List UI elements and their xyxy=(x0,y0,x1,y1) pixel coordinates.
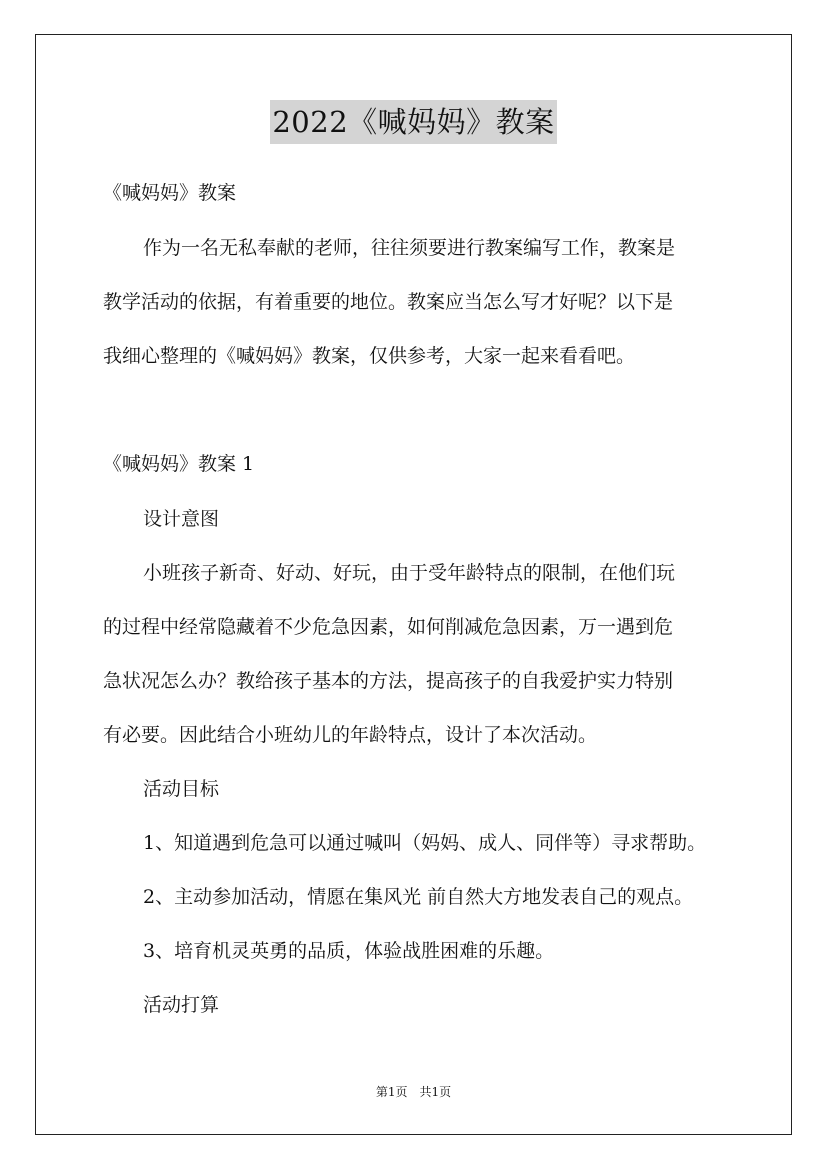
design-line-2: 的过程中经常隐藏着不少危急因素，如何削减危急因素，万一遇到危 xyxy=(103,616,674,638)
intro-line-2: 教学活动的依据，有着重要的地位。教案应当怎么写才好呢？以下是 xyxy=(103,291,674,313)
document-title-wrapper xyxy=(0,100,827,144)
goal-item-1: 1、知道遇到危急可以通过喊叫（妈妈、成人、同伴等）寻求帮助。 xyxy=(143,832,707,854)
document-subtitle: 《喊妈妈》教案 xyxy=(103,182,237,204)
document-title: 2022《喊妈妈》教案 xyxy=(270,100,556,144)
design-line-4: 有必要。因此结合小班幼儿的年龄特点，设计了本次活动。 xyxy=(103,724,598,746)
intro-line-1: 作为一名无私奉献的老师，往往须要进行教案编写工作，教案是 xyxy=(143,237,676,259)
design-heading: 设计意图 xyxy=(143,508,220,530)
goal-item-2: 2、主动参加活动，情愿在集风光 前自然大方地发表自己的观点。 xyxy=(143,886,694,908)
design-line-1: 小班孩子新奇、好动、好玩，由于受年龄特点的限制，在他们玩 xyxy=(143,562,676,584)
design-line-3: 急状况怎么办？教给孩子基本的方法，提高孩子的自我爱护实力特别 xyxy=(103,670,674,692)
goal-item-3: 3、培育机灵英勇的品质，体验战胜困难的乐趣。 xyxy=(143,940,555,962)
goals-heading: 活动目标 xyxy=(143,778,220,800)
plan-heading: 活动打算 xyxy=(143,994,220,1016)
section-heading: 《喊妈妈》教案 1 xyxy=(103,453,255,475)
page-footer: 第1页 共1页 xyxy=(375,1085,452,1099)
intro-line-3: 我细心整理的《喊妈妈》教案，仅供参考，大家一起来看看吧。 xyxy=(103,345,636,367)
